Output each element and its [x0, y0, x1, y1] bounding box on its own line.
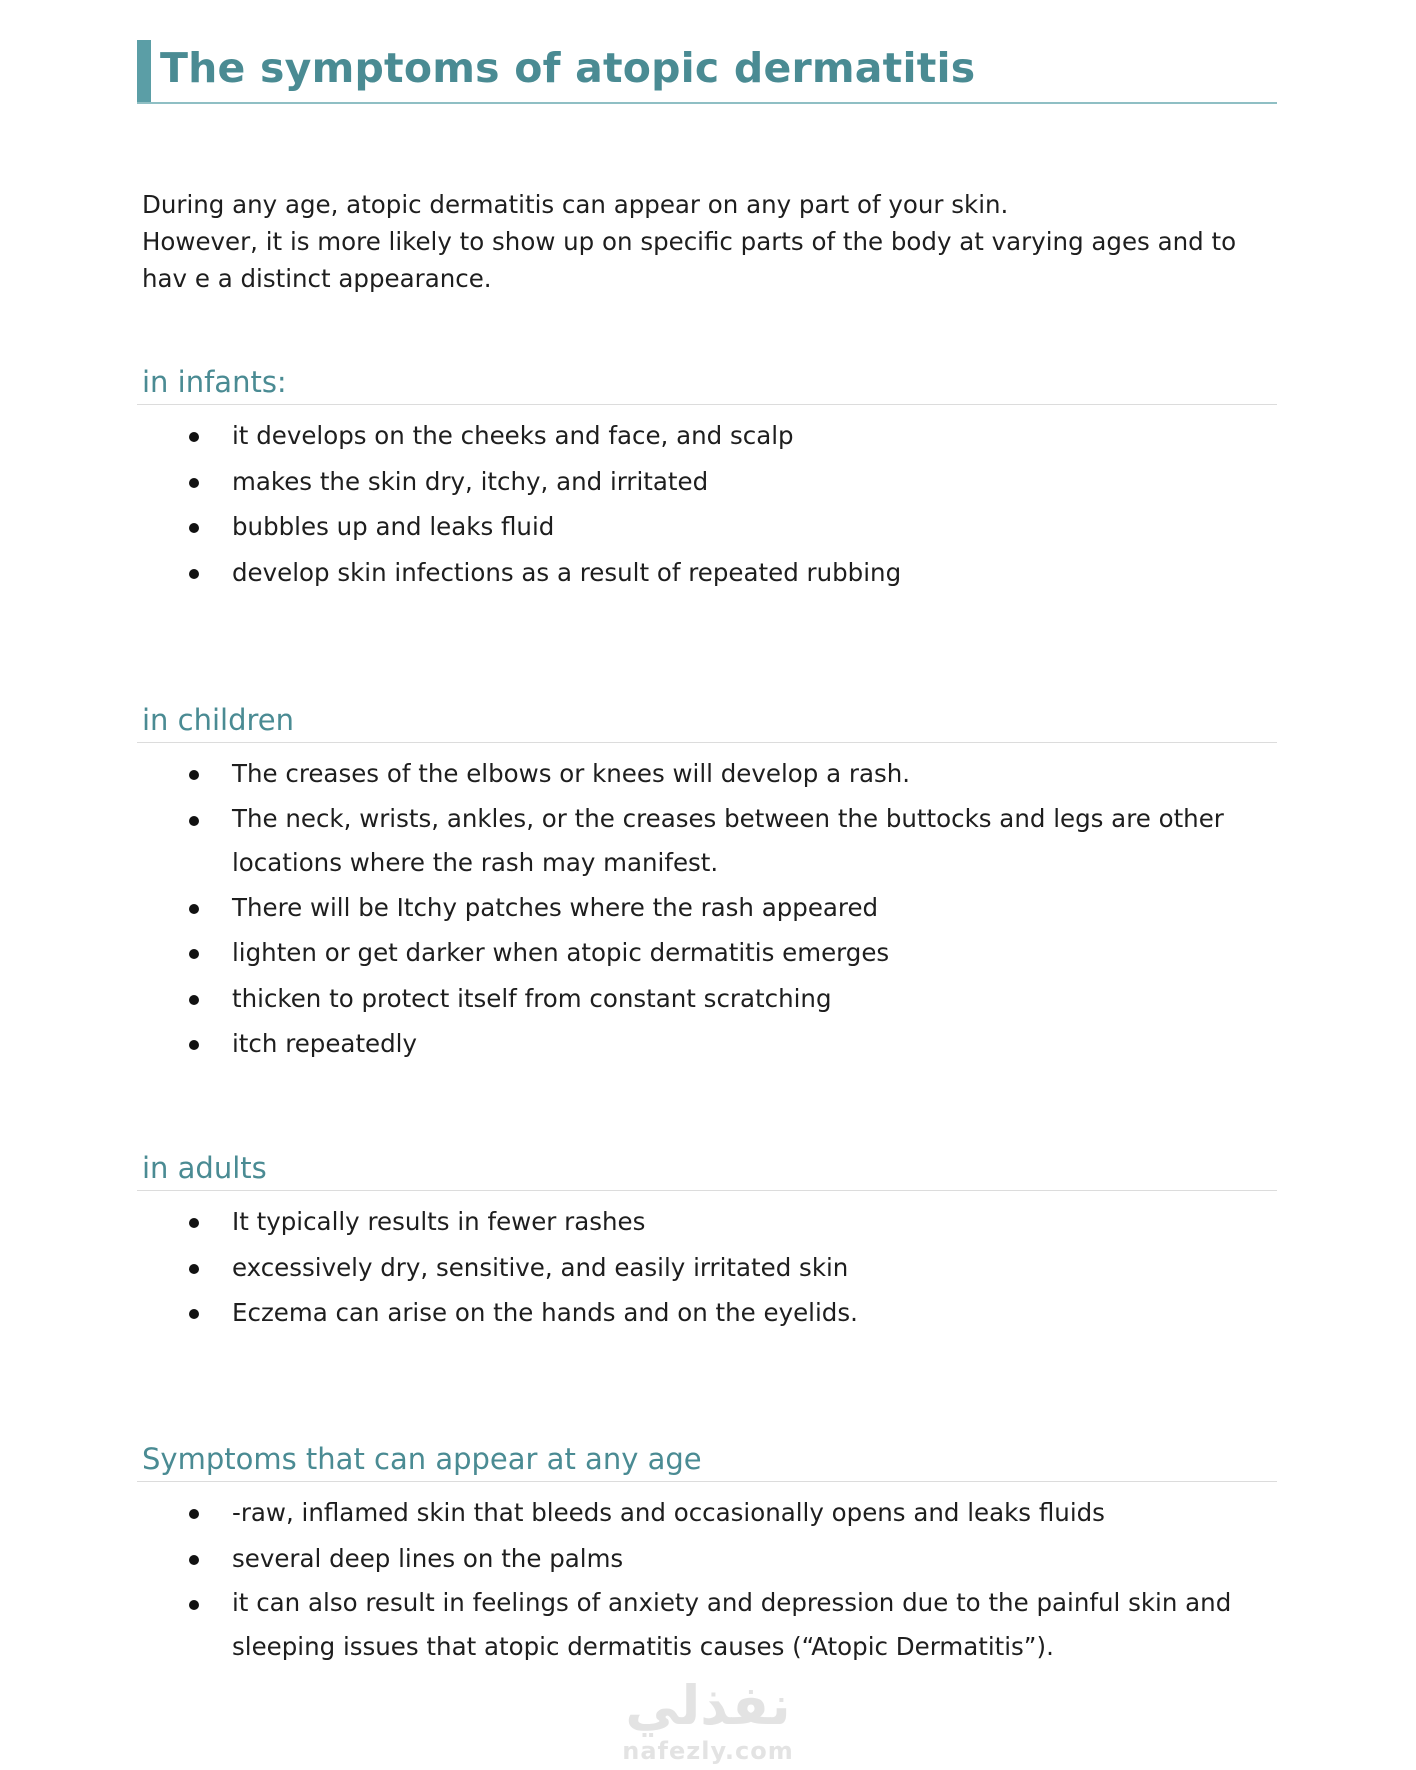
- bullet-icon: [189, 1555, 199, 1565]
- bullet-icon: [189, 1509, 199, 1519]
- list-item-text: excessively dry, sensitive, and easily irritated skin: [232, 1252, 849, 1282]
- list-item: [137, 504, 1277, 550]
- list-item: [137, 1536, 1277, 1582]
- list-item: [137, 1490, 1277, 1536]
- watermark-domain-text: nafezly.com: [622, 1737, 794, 1765]
- list-item-text: develop skin infections as a result of repeated rubbing: [232, 557, 902, 587]
- title-block: [137, 40, 1277, 104]
- list-item-text: it can also result in feelings of anxiety and depression due to the painful skin and sleeping issues that atopic dermatitis causes (“Atopic Dermatitis”).: [232, 1588, 1232, 1661]
- list-item-text: thicken to protect itself from constant scratching: [232, 983, 832, 1013]
- list-item: [137, 1199, 1277, 1245]
- bullet-icon: [189, 1040, 199, 1050]
- list-item-text: it develops on the cheeks and face, and scalp: [232, 421, 794, 450]
- list-item-text: It typically results in fewer rashes: [232, 1207, 646, 1236]
- list-item-text: several deep lines on the palms: [232, 1543, 624, 1573]
- intro-line-2: However, it is more likely to show up on specific parts of the body at varying ages and to hav e a distinct appearance.: [142, 227, 1237, 293]
- bullet-icon: [189, 995, 199, 1005]
- bullet-icon: [189, 904, 199, 914]
- list-item-text: The creases of the elbows or knees will develop a rash.: [232, 759, 911, 788]
- section-heading-adults: in adults: [137, 1147, 1277, 1191]
- section-children: [137, 699, 1277, 1067]
- bullet-icon: [189, 1600, 199, 1610]
- bullet-icon: [189, 569, 199, 579]
- list-item: [137, 751, 1277, 797]
- section-heading-any-age: Symptoms that can appear at any age: [137, 1438, 1277, 1482]
- adults-list: [137, 1199, 1277, 1336]
- list-item: [137, 1581, 1277, 1669]
- section-heading-infants: in infants:: [137, 361, 1277, 405]
- section-any-age: [137, 1438, 1277, 1669]
- list-item: [137, 1021, 1277, 1067]
- list-item: [137, 930, 1277, 976]
- list-item: [137, 459, 1277, 505]
- list-item: [137, 885, 1277, 931]
- list-item: [137, 976, 1277, 1022]
- section-heading-children: in children: [137, 699, 1277, 743]
- list-item: [137, 1245, 1277, 1291]
- title-accent-bar: [137, 40, 151, 102]
- bullet-icon: [189, 816, 199, 826]
- infants-list: [137, 413, 1277, 595]
- section-infants: [137, 361, 1277, 595]
- list-item-text: bubbles up and leaks fluid: [232, 512, 555, 541]
- watermark-arabic-text: نفذلي: [625, 1674, 791, 1737]
- list-item-text: Eczema can arise on the hands and on the eyelids.: [232, 1298, 858, 1327]
- watermark-logo: [0, 1676, 1416, 1766]
- list-item-text: lighten or get darker when atopic dermatitis emerges: [232, 938, 890, 967]
- list-item: [137, 797, 1277, 885]
- list-item-text: There will be Itchy patches where the rash appeared: [232, 892, 879, 922]
- any-age-list: [137, 1490, 1277, 1669]
- bullet-icon: [189, 1218, 199, 1228]
- list-item: [137, 1290, 1277, 1336]
- children-list: [137, 751, 1277, 1067]
- list-item-text: The neck, wrists, ankles, or the creases between the buttocks and legs are other locations where the rash may manifest.: [232, 803, 1224, 877]
- section-adults: [137, 1147, 1277, 1336]
- bullet-icon: [189, 1264, 199, 1274]
- bullet-icon: [189, 523, 199, 533]
- list-item: [137, 550, 1277, 596]
- page-title: The symptoms of atopic dermatitis: [160, 44, 976, 92]
- bullet-icon: [189, 1309, 199, 1319]
- bullet-icon: [189, 432, 199, 442]
- list-item: [137, 413, 1277, 459]
- bullet-icon: [189, 478, 199, 488]
- list-item-text: -raw, inflamed skin that bleeds and occasionally opens and leaks fluids: [232, 1498, 1105, 1527]
- intro-paragraph: [142, 186, 1277, 297]
- list-item-text: itch repeatedly: [232, 1029, 417, 1058]
- list-item-text: makes the skin dry, itchy, and irritated: [232, 466, 709, 496]
- intro-line-1: During any age, atopic dermatitis can appear on any part of your skin.: [142, 190, 1009, 219]
- bullet-icon: [189, 949, 199, 959]
- bullet-icon: [189, 770, 199, 780]
